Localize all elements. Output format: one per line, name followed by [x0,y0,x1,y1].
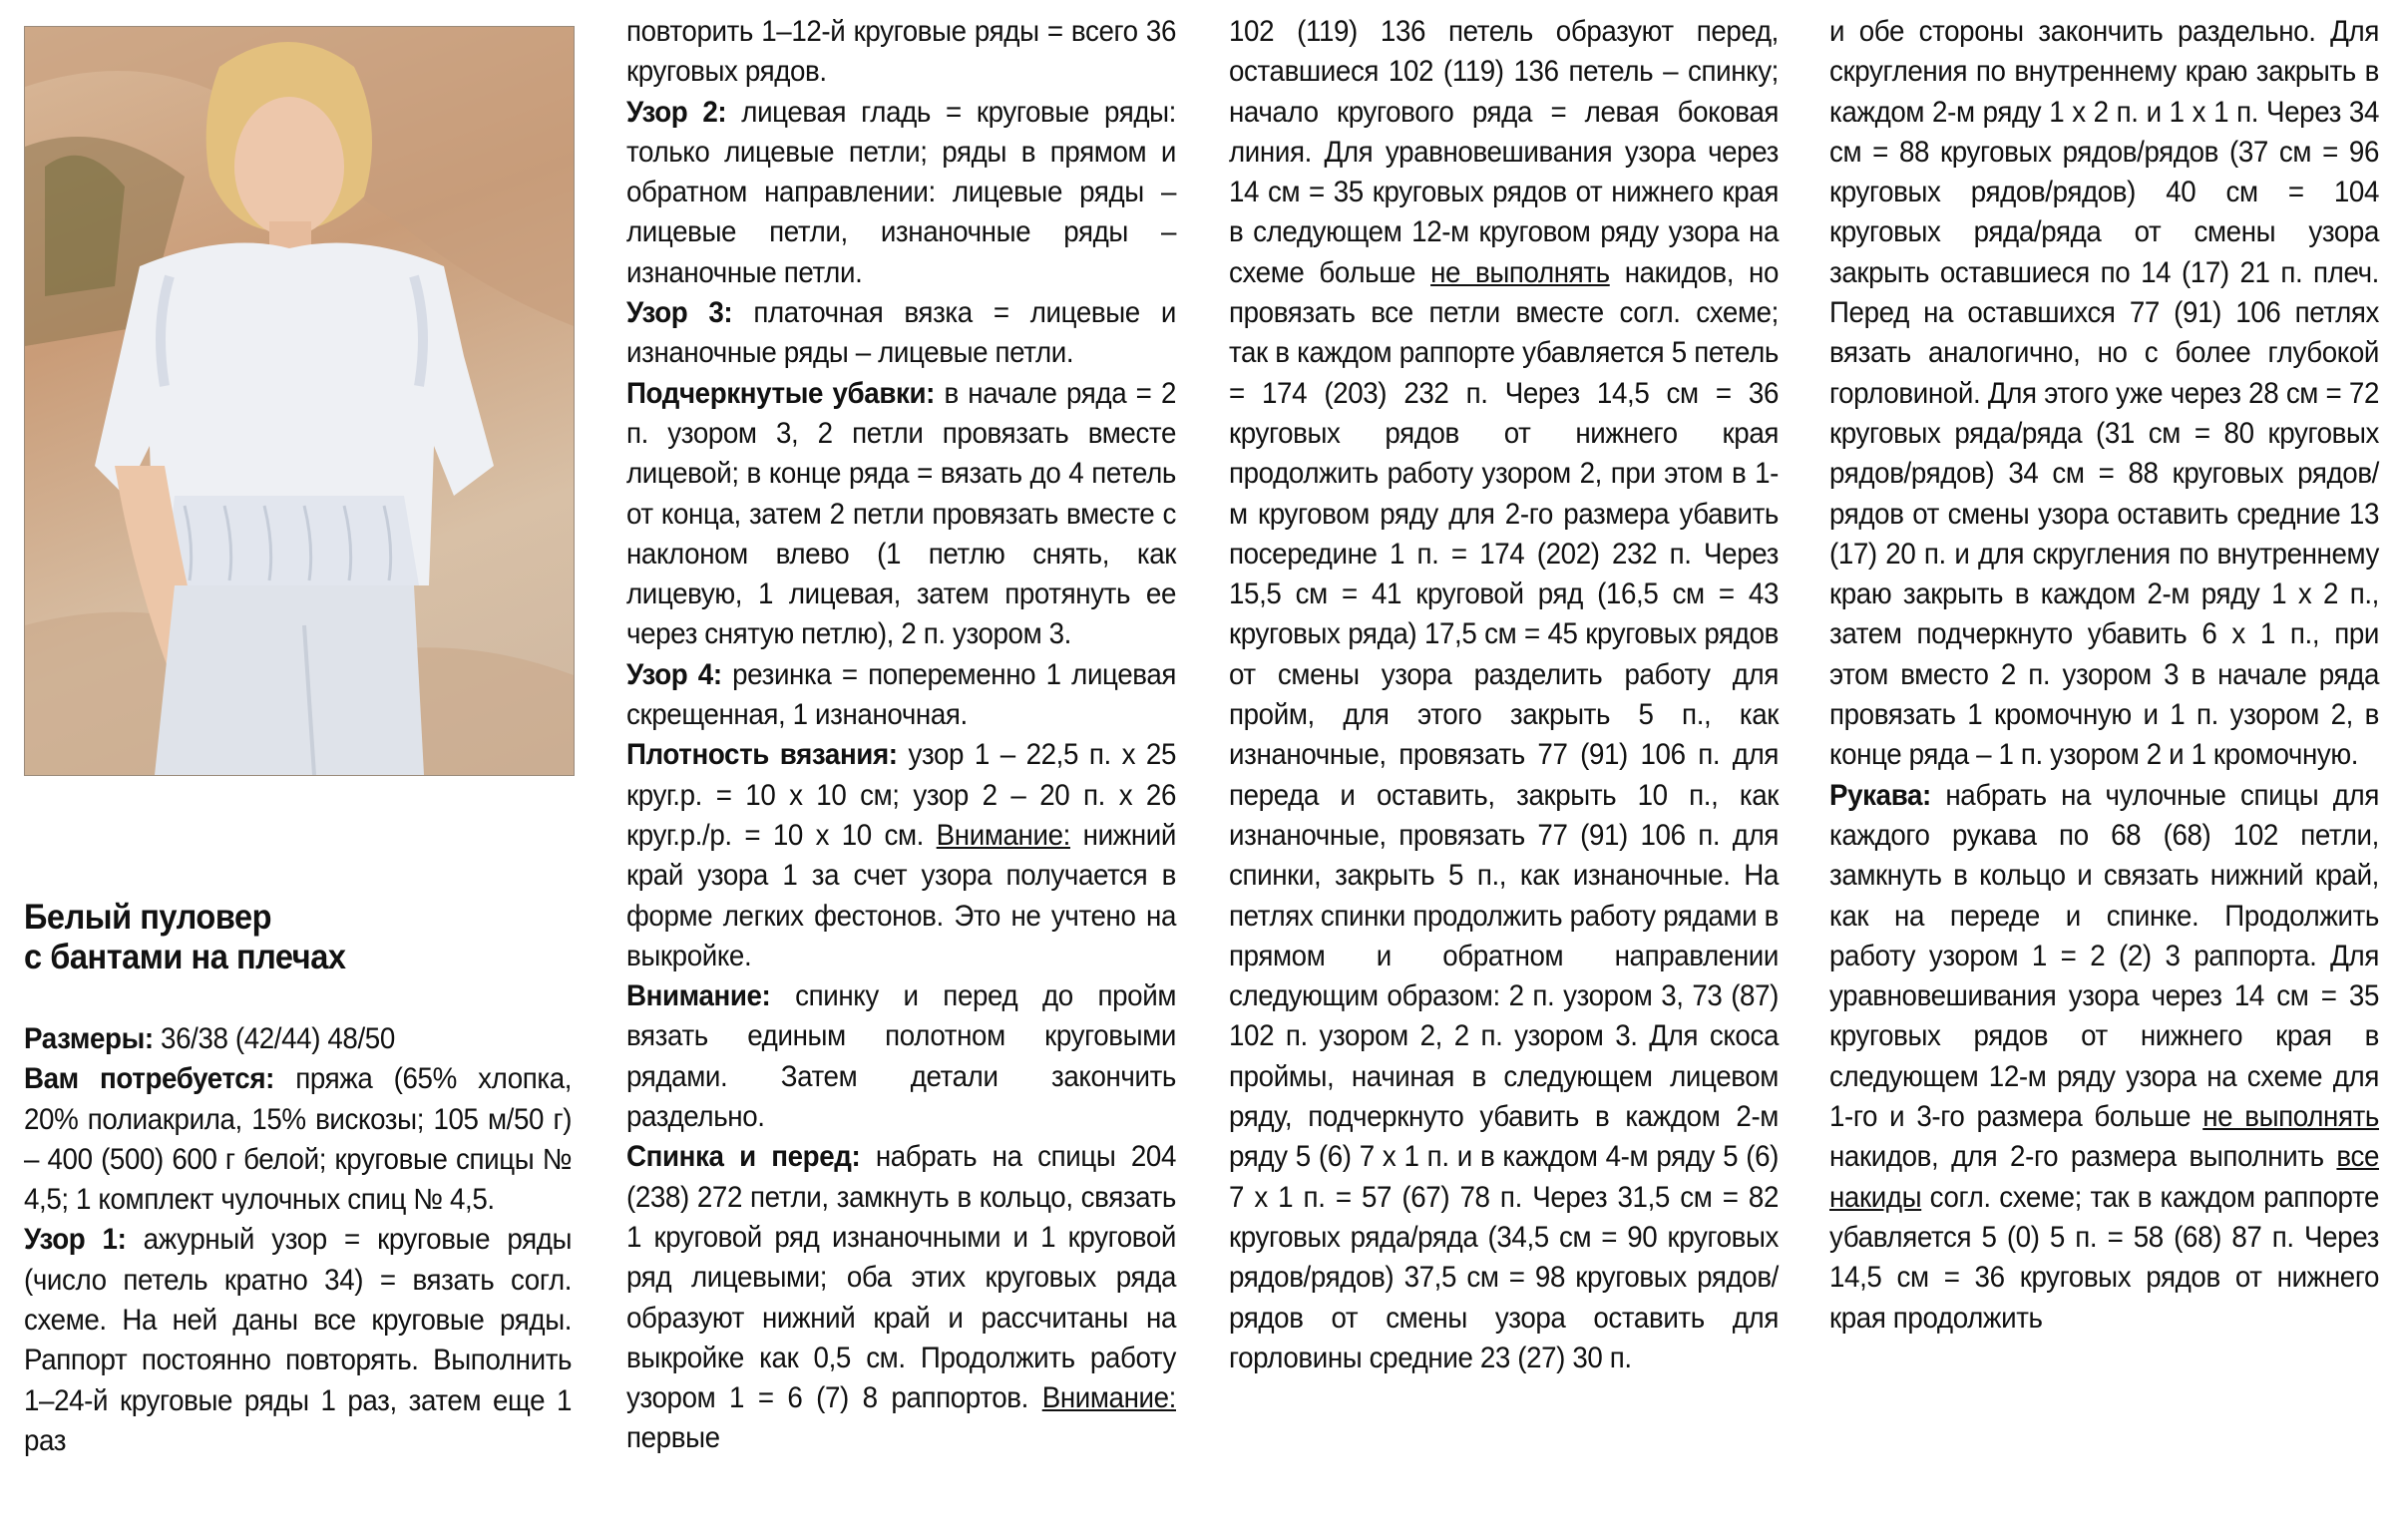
pattern-1-text: ажурный узор = круговые ряды (число петель кратно 34) = вязать согл. схеме. На ней даны все круговые ряды. Раппорт постоянно повторять. Выполнить 1–24-й круговые ряды 1 раз, затем еще 1 раз [24,1224,573,1457]
attention-label: Внимание: [626,980,771,1013]
pattern-1-paragraph [24,1220,572,1461]
density-label: Плотность вязания: [626,739,898,772]
sleeves-text-2: накидов, для 2-го размера выполнить [1829,1141,2337,1174]
attention-underlined-2: Внимание: [1041,1382,1176,1415]
back-front-text: набрать на спицы 204 (238) 272 петли, замкнуть в кольцо, связать 1 круговой ряд изнаночными и 1 круговой ряд лицевыми; оба этих круговых ряда образуют нижний край и рассчитаны на выкройке как 0,5 см. Продолжить работу узором 1 = 6 (7) 8 раппортов. [626,1141,1177,1415]
sizes-text: 36/38 (42/44) 48/50 [153,1023,395,1055]
sleeves-underlined-2: все накиды [1829,1141,2379,1214]
pattern-4-label: Узор 4: [626,658,722,691]
photo-illustration [25,27,574,775]
sleeves-label: Рукава: [1829,779,1931,812]
sleeves-underlined-1: не выполнять [2202,1101,2379,1134]
pattern-2-label: Узор 2: [626,96,727,129]
sizes-paragraph [24,1019,572,1059]
decreases-label: Подчеркнутые убавки: [626,377,936,410]
back-front-label: Спинка и перед: [626,1141,861,1174]
title-line-2: с бантами на плечах [24,938,346,976]
back-front-text-2: первые [626,1422,720,1455]
pattern-1-continued: повторить 1–12-й круговые ряды = всего 36 круговых рядов. [626,16,1176,89]
pattern-2-text: лицевая гладь = круговые ряды: только лицевые петли; ряды в прямом и обратном направлении: лицевые ряды – лицевые петли, изнаночные ряды – изнаночные петли. [626,96,1176,289]
article-title [24,898,544,977]
column-4 [1829,12,2379,1339]
density-paragraph [626,735,1176,976]
col3-text-1: 102 (119) 136 петель образуют перед, оставшиеся 102 (119) 136 петель – спинку; начало кругового ряда = левая боковая линия. Для уравновешивания узора через 14 см = 35 круговых рядов от нижнего края в следующем 12-м круговом ряду узора на схеме больше [1229,16,1779,289]
pattern-2-paragraph [626,93,1176,293]
front-paragraph: и обе стороны закончить раздельно. Для скругления по внутреннему краю закрыть в каждом 2-м ряду 1 х 2 п. и 1 х 1 п. Через 34 см = 88 круговых рядов/рядов (37 см = 96 круговых рядов/рядов) 40 см = 104 круговых ряда/ряда от смены узора закрыть оставшиеся по 14 (17) 21 п. плеч. Перед на оставшихся 77 (91) 106 петлях вязать аналогично, но с более глубокой горловиной. Для этого уже через 28 см = 72 круговых ряда/ряда (31 см = 80 круговых рядов/рядов) 34 см = 88 круговых рядов/рядов от смены узора оставить средние 13 (17) 20 п. и для скругления по внутреннему краю закрыть в каждом 2-м ряду 1 х 2 п., затем подчеркнуто убавить 6 х 1 п., при этом вместо 2 п. узором 3 в начале ряда провязать 1 кромочную и 1 п. узором 2, в конце ряда – 1 п. узором 2 и 1 кромочную. [1829,16,2379,772]
title-line-1: Белый пуловер [24,898,272,937]
pattern-4-paragraph [626,655,1176,736]
pattern-4-text: резинка = попеременно 1 лицевая скрещенная, 1 изнаночная. [626,658,1177,732]
pattern-1-label: Узор 1: [24,1224,127,1257]
col3-underlined: не выполнять [1430,256,1610,289]
sleeves-text-1: набрать на чулочные спицы для каждого рукава по 68 (68) 102 петли, замкнуть в кольцо и связать нижний край, как на переде и спинке. Продолжить работу узором 1 = 2 (2) 3 раппорта. Для уравновешивания узора через 14 см = 35 круговых рядов от нижнего края в следующем 12-м ряду узора на схеме для 1-го и 3-го размера больше [1829,779,2379,1134]
col3-text-2: накидов, но провязать все петли вместе согл. схеме; так в каждом раппорте убавляется 5 петель = 174 (203) 232 п. Через 14,5 см = 36 круговых рядов от нижнего края продолжить работу узором 2, при этом в 1-м круговом ряду для 2-го размера убавить посередине 1 п. = 174 (202) 232 п. Через 15,5 см = 41 круговой ряд (16,5 см = 43 круговых ряда) 17,5 см = 45 круговых рядов от смены узора разделить работу для пройм, для этого закрыть 5 п., как изнаночные, провязать 77 (91) 106 п. для переда и оставить, закрыть 10 п., как изнаночные, провязать 77 (91) 106 п. для спинки, закрыть 5 п., как изнаночные. На петлях спинки продолжить работу рядами в прямом и обратном направлении следующим образом: 2 п. узором 3, 73 (87) 102 п. узором 2, 2 п. узором 3. Для скоса проймы, начиная в следующем лицевом ряду, подчеркнуто убавить в каждом 2-м ряду 5 (6) 7 х 1 п. и в каждом 4-м ряду 5 (6) 7 х 1 п. = 57 (67) 78 п. Через 31,5 см = 82 круговых ряда/ряда (34,5 см = 90 круговых рядов/рядов) 37,5 см = 98 круговых рядов/рядов от смены узора оставить для горловины средние 23 (27) 30 п. [1229,256,1779,1374]
pattern-3-label: Узор 3: [626,297,733,330]
attention-underlined: Внимание: [936,819,1070,852]
back-front-paragraph [626,1137,1176,1458]
back-front-continued [1229,12,1779,1378]
sleeves-text-3: согл. схеме; так в каждом раппорте убавляется 5 (0) 5 п. = 58 (68) 87 п. Через 14,5 см = 36 круговых рядов от нижнего края продолжить [1829,1181,2379,1335]
decreases-paragraph [626,374,1176,655]
decreases-text: в начале ряда = 2 п. узором 3, 2 петли провязать вместе лицевой; в конце ряда = вязать до 4 петель от конца, затем 2 петли провязать вместе с наклоном влево (1 петлю снять, как лицевую, 1 лицевая, затем протянуть ее через снятую петлю), 2 п. узором 3. [626,377,1176,651]
materials-text: пряжа (65% хлопка, 20% полиакрила, 15% вискозы; 105 м/50 г) – 400 (500) 600 г белой; круговые спицы № 4,5; 1 комплект чулочных спиц № 4,5. [24,1063,573,1217]
column-2 [626,12,1176,1459]
pattern-3-paragraph [626,293,1176,374]
density-text-2: нижний край узора 1 за счет узора получается в форме легких фестонов. Это не учтено на выкройке. [626,819,1177,972]
density-text: узор 1 – 22,5 п. х 25 круг.р. = 10 х 10 см; узор 2 – 20 п. х 26 круг.р./р. = 10 х 10 см. [626,739,1176,852]
sleeves-paragraph [1829,776,2379,1339]
attention-paragraph [626,976,1176,1137]
model-photo [24,26,575,776]
column-1 [24,1019,572,1461]
materials-label: Вам потребуется: [24,1063,274,1096]
column-3 [1229,12,1779,1378]
sizes-label: Размеры: [24,1023,154,1055]
materials-paragraph [24,1059,572,1220]
pattern-3-text: платочная вязка = лицевые и изнаночные ряды – лицевые петли. [626,297,1176,370]
attention-text: спинку и перед до пройм вязать единым полотном круговыми рядами. Затем детали закончить раздельно. [626,980,1176,1134]
